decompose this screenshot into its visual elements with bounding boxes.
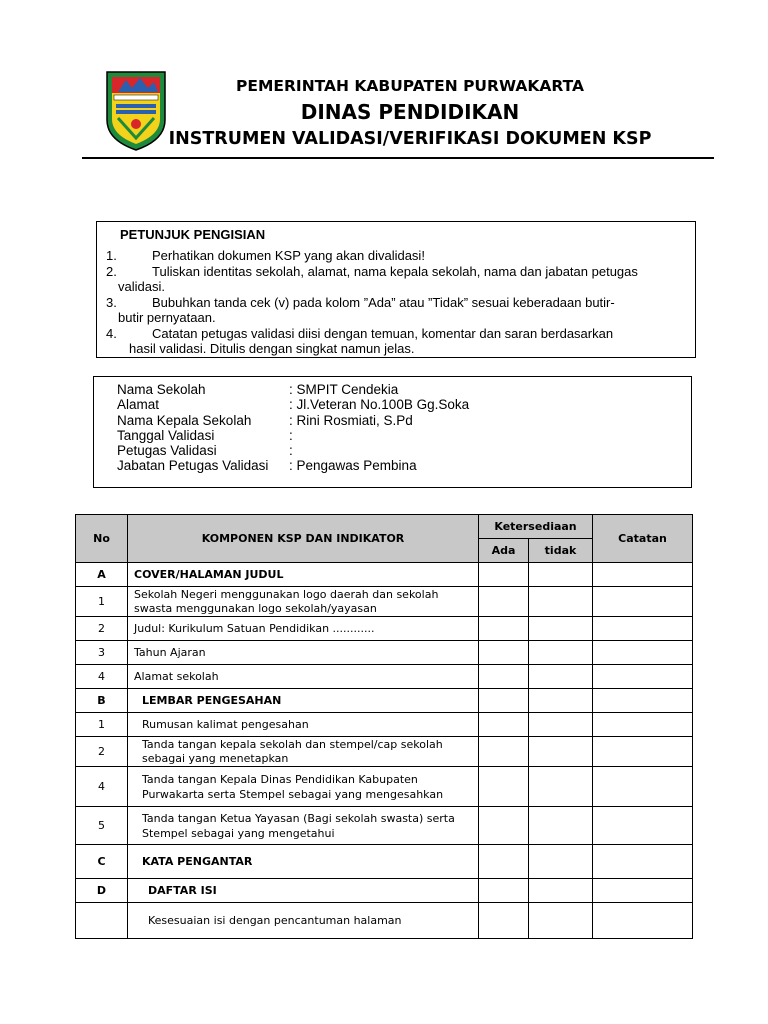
instruction-item: 4. Catatan petugas validasi diisi dengan temuan, komentar dan saran berdasarkan	[106, 325, 614, 341]
indicator-text: Alamat sekolah	[128, 665, 479, 689]
identity-row	[117, 397, 469, 412]
header-divider	[82, 157, 714, 159]
indicator-text: Rumusan kalimat pengesahan	[128, 713, 479, 737]
catatan-cell[interactable]	[593, 879, 693, 903]
instruction-item: 3. Bubuhkan tanda cek (v) pada kolom ”Ada” atau ”Tidak” sesuai keberadaan butir-	[106, 294, 615, 310]
ada-cell[interactable]	[479, 903, 529, 939]
tidak-cell[interactable]	[529, 845, 593, 879]
tidak-cell[interactable]	[529, 587, 593, 617]
row-number: 1	[76, 713, 128, 737]
instruction-continuation: butir pernyataan.	[118, 310, 216, 325]
tidak-cell[interactable]	[529, 641, 593, 665]
catatan-cell[interactable]	[593, 665, 693, 689]
instruction-continuation: validasi.	[118, 279, 165, 294]
row-number: 4	[76, 665, 128, 689]
identity-label: Nama Kepala Sekolah	[117, 413, 252, 428]
indicator-text: Kesesuaian isi dengan pencantuman halaman	[128, 903, 479, 939]
tidak-cell[interactable]	[529, 617, 593, 641]
tidak-cell[interactable]	[529, 737, 593, 767]
tidak-cell[interactable]	[529, 879, 593, 903]
row-number: 2	[76, 617, 128, 641]
row-number: A	[76, 563, 128, 587]
col-header-tidak: tidak	[529, 539, 593, 563]
section-title: COVER/HALAMAN JUDUL	[128, 563, 479, 587]
ksp-validation-table	[75, 514, 693, 939]
catatan-cell[interactable]	[593, 903, 693, 939]
section-title: LEMBAR PENGESAHAN	[128, 689, 479, 713]
identity-label: Alamat	[117, 397, 160, 412]
identity-label: Nama Sekolah	[117, 382, 206, 397]
instructions-list	[106, 248, 686, 357]
indicator-text: Tahun Ajaran	[128, 641, 479, 665]
tidak-cell[interactable]	[529, 563, 593, 587]
identity-row	[117, 413, 413, 428]
indicator-text: Judul: Kurikulum Satuan Pendidikan ............	[128, 617, 479, 641]
col-header-ketersediaan: Ketersediaan	[479, 515, 593, 539]
instruction-continuation: hasil validasi. Ditulis dengan singkat namun jelas.	[129, 341, 415, 356]
identity-label: Petugas Validasi	[117, 443, 217, 458]
catatan-cell[interactable]	[593, 713, 693, 737]
row-number: 2	[76, 737, 128, 767]
identity-value: : Jl.Veteran No.100B Gg.Soka	[289, 397, 470, 412]
row-number: D	[76, 879, 128, 903]
ada-cell[interactable]	[479, 807, 529, 845]
identity-label: Tanggal Validasi	[117, 428, 215, 443]
col-header-no: No	[76, 515, 128, 563]
ada-cell[interactable]	[479, 617, 529, 641]
identity-row	[117, 382, 398, 397]
identity-value: : Rini Rosmiati, S.Pd	[289, 413, 413, 428]
ada-cell[interactable]	[479, 737, 529, 767]
catatan-cell[interactable]	[593, 737, 693, 767]
catatan-cell[interactable]	[593, 767, 693, 807]
ada-cell[interactable]	[479, 641, 529, 665]
identity-value: :	[289, 428, 293, 443]
identity-value: : SMPIT Cendekia	[289, 382, 399, 397]
row-number: B	[76, 689, 128, 713]
catatan-cell[interactable]	[593, 689, 693, 713]
identity-row	[117, 428, 293, 443]
ada-cell[interactable]	[479, 563, 529, 587]
ada-cell[interactable]	[479, 767, 529, 807]
indicator-text: Tanda tangan Ketua Yayasan (Bagi sekolah swasta) serta Stempel sebagai yang mengetahui	[128, 807, 479, 845]
ada-cell[interactable]	[479, 879, 529, 903]
tidak-cell[interactable]	[529, 665, 593, 689]
catatan-cell[interactable]	[593, 845, 693, 879]
catatan-cell[interactable]	[593, 641, 693, 665]
tidak-cell[interactable]	[529, 807, 593, 845]
row-number: 5	[76, 807, 128, 845]
header-government: PEMERINTAH KABUPATEN PURWAKARTA	[236, 77, 584, 95]
header-department: DINAS PENDIDIKAN	[300, 100, 520, 124]
section-title: KATA PENGANTAR	[128, 845, 479, 879]
row-number: C	[76, 845, 128, 879]
tidak-cell[interactable]	[529, 767, 593, 807]
catatan-cell[interactable]	[593, 807, 693, 845]
tidak-cell[interactable]	[529, 713, 593, 737]
instruction-item: 2. Tuliskan identitas sekolah, alamat, nama kepala sekolah, nama dan jabatan petugas	[106, 263, 638, 279]
identity-label: Jabatan Petugas Validasi	[117, 458, 269, 473]
identity-value: :	[289, 443, 293, 458]
row-number: 1	[76, 587, 128, 617]
tidak-cell[interactable]	[529, 689, 593, 713]
tidak-cell[interactable]	[529, 903, 593, 939]
school-identity-box	[93, 376, 692, 488]
indicator-text: Sekolah Negeri menggunakan logo daerah dan sekolah swasta menggunakan logo sekolah/yayasan	[128, 587, 479, 617]
col-header-ada: Ada	[479, 539, 529, 563]
ada-cell[interactable]	[479, 665, 529, 689]
ada-cell[interactable]	[479, 713, 529, 737]
col-header-catatan: Catatan	[593, 515, 693, 563]
identity-value: : Pengawas Pembina	[289, 458, 417, 473]
row-number: 4	[76, 767, 128, 807]
instructions-box	[96, 221, 696, 358]
ada-cell[interactable]	[479, 587, 529, 617]
header-document-title: INSTRUMEN VALIDASI/VERIFIKASI DOKUMEN KSP	[168, 129, 652, 149]
col-header-komponen: KOMPONEN KSP DAN INDIKATOR	[128, 515, 479, 563]
row-number	[76, 903, 128, 939]
identity-row	[117, 458, 417, 473]
instruction-item: 1. Perhatikan dokumen KSP yang akan divalidasi!	[106, 248, 425, 263]
catatan-cell[interactable]	[593, 563, 693, 587]
catatan-cell[interactable]	[593, 617, 693, 641]
instructions-title: PETUNJUK PENGISIAN	[120, 227, 266, 242]
row-number: 3	[76, 641, 128, 665]
catatan-cell[interactable]	[593, 587, 693, 617]
ada-cell[interactable]	[479, 689, 529, 713]
indicator-text: Tanda tangan Kepala Dinas Pendidikan Kabupaten Purwakarta serta Stempel sebagai yang mengesahkan	[128, 767, 479, 807]
identity-row	[117, 443, 293, 458]
indicator-text: Tanda tangan kepala sekolah dan stempel/cap sekolah sebagai yang menetapkan	[128, 737, 479, 767]
section-title: DAFTAR ISI	[128, 879, 479, 903]
ada-cell[interactable]	[479, 845, 529, 879]
